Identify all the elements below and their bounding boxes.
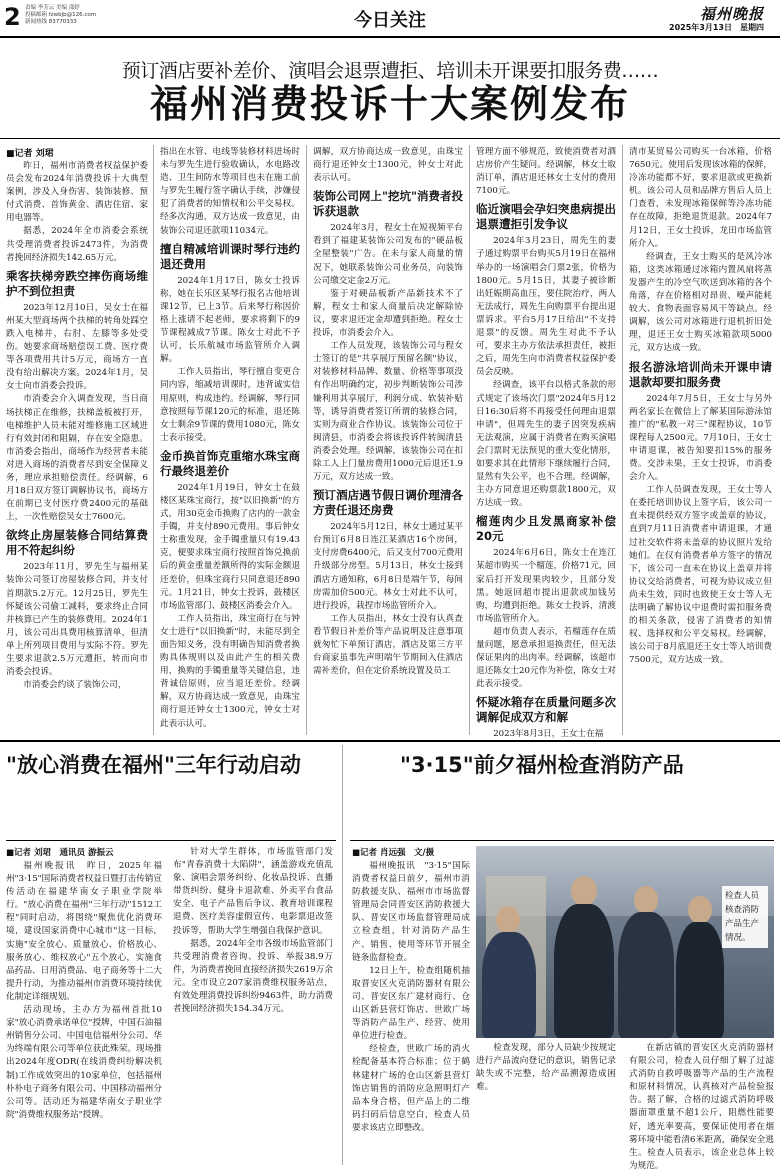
- paragraph: 经调查，该平台以格式条款的形式规定了该场次门票"2024年5月12日16:30后将不再接受任何理由退票申请"，但周先生的妻子因突发疾病无法观演，应属于消费者在购买演唱会门票时无法预见的重大变化情形，如要求其在此情形下继续履行合同，显然有失公平，也不合理。经调解，主办方同意退还购票款1800元，双方达成一致。: [476, 380, 616, 509]
- paragraph: 据悉，2024年全市各级市场监管部门共受理消费者咨询、投诉、举报38.9万件，为消费者挽回直接经济损失2619万余元。全市设立207家消费维权服务站点，有效处理消费投诉纠纷9463件，助力消费者挽回经济损失154.34万元。: [173, 938, 333, 1015]
- article-column-4: [476, 146, 616, 740]
- right-story-col3: [629, 1042, 774, 1171]
- story-title-left: "放心消费在福州"三年行动启动: [6, 753, 301, 777]
- paragraph: 2024年1月17日，陈女士投诉称，她在长乐区某琴行报名古他培训课12节，已上3节。后来琴行称因价格上涨请不起老师，要求将剩下的9节课程减成7节课。陈女士对此不予认可，长乐航城市场监管所介入调解。: [160, 275, 300, 365]
- paragraph: 2024年3月，程女士在短视频平台看到了福建某装饰公司发布的"硬品板全屋整装"广告。在未与家人商量的情况下，她联系装饰公司业务员，向装饰公司缴交定金2万元。: [313, 223, 463, 286]
- article-column-5: [629, 146, 772, 735]
- paragraph: 2024年6月6日，陈女士在连江某超市购买一个榴莲，价格71元，回家后打开发现果肉较少，且部分发黑。她返回超市提出退款或加钱另购，均遭到拒绝。陈女士投诉，清渡市场监管所介入。: [476, 548, 616, 624]
- paragraph: 鉴于对硬品板新产品新技术不了解，程女士和家人商量后决定解除协议，要求退还定金却遭到拒绝。程女士投诉，市消委会介入。: [313, 288, 463, 339]
- person-head: [634, 886, 658, 914]
- paragraph: 12日上午，检查组随机抽取晋安区火克消防器材有限公司、晋安区东广建材商行、仓山区新县营灯饰店、世欧广场等消防产品生产、经营、使用单位进行检查。: [352, 965, 470, 1042]
- paragraph: 经检查，世欧广场的消火栓配备基本符合标准；位于鹤林建材广场的仓山区新县营灯饰店销售的消防应急照明灯产品本身合格，但产品上的二维码扫码后信息空白，检查人员要求该店立即整改。: [352, 1044, 470, 1133]
- main-headline: 福州消费投诉十大案例发布: [149, 82, 630, 126]
- byline-right: ■记者 肖远强 文/摄: [352, 848, 435, 858]
- headline-rule: [0, 138, 780, 139]
- paragraph: 市消委会介入调查发现，当日商场扶梯正在维修，扶梯盖板被打开，电梯维护人员未能对维修施工区域进行有效封闭和阻隔，存在安全隐患。市消委会指出，商场作为经营者未能对进入商场的消费者尽到安全保障义务，理应承担赔偿责任。经调解，6月18日双方签订调解协议书，商场方在前期已支付医疗费2400元的基础上，一次性赔偿吴女士7600元。: [6, 394, 148, 523]
- section-title: 今日关注: [354, 10, 426, 31]
- paragraph: 在新店镇的晋安区火克消防器材有限公司，检查人员仔细了解了过滤式消防自救呼吸器等产品的生产流程和原材料情况，认真核对产品检验报告。据了解，合格的过滤式消防呼吸器面罩重量不超1公斤，阻燃性能要好，透光率要高，要保证使用者在烟雾环境中能看清6米距离，确保安全逃生。检查人员表示，该企业总体上较为规范。: [629, 1043, 774, 1171]
- page-header: [0, 0, 780, 38]
- photo-caption: 检查人员核查消防产品生产情况。: [722, 886, 768, 948]
- person-figure: [554, 904, 614, 1038]
- byline-rule: [350, 840, 774, 841]
- column-divider: [622, 145, 623, 735]
- paragraph: 2024年3月23日，周先生的妻子通过购票平台购买5月19日在福州举办的一场演唱会门票2张，价格为1800元。5月15日，其妻子被诊断出妊娠期高血压，要住院治疗，两人无法成行，周先生向购票平台提出退票诉求。平台5月17日给出"不支持退票"的反馈。周先生对此不予认可，要求主办方依法承担责任，被拒之后，周先生向市消费者权益保护委员会反映。: [476, 236, 616, 378]
- person-head: [571, 876, 597, 906]
- paragraph: 工作人员指出，珠宝商行在与钟女士进行"以旧换新"时，未能尽到全面告知义务，没有明确告知消费者换购具体规则以及由此产生的相关费用，换购的手镯重量等关键信息，违背诚信原则，应当退还差价。经调解，双方协商达成一致意见，由珠宝商行退还钟女士1300元，钟女士对此表示认可。: [160, 613, 300, 729]
- case-heading: 预订酒店遇节假日调价理清各方责任退还房费: [313, 488, 463, 518]
- paragraph: 2024年7月5日，王女士与另外两名家长在微信上了解某国际游泳馆推广的"私教一对三"课程协议，10节课程每人2500元。7月10日，王女士申请退课，被告知要扣15%的服务费。交涉未果，王女士投诉，市消委会介入。: [629, 393, 772, 483]
- paragraph: 2024年1月19日，钟女士在鼓楼区某珠宝商行，按"以旧换新"的方式，用30克金币换购了店内的一款金手镯，并支付890元费用。事后钟女士称重发现，金手镯重量只有19.43克，便要求珠宝商行按照首饰兑换前后的黄金重量差额所得的实际金额退还差价，但珠宝商行只同意退还890元。1月21日，钟女士投诉，鼓楼区市场监管部门、鼓楼区消委会介入。: [160, 482, 300, 611]
- left-story-col2: [173, 846, 333, 1165]
- person-head: [688, 896, 712, 924]
- paragraph: 2023年12月10日，吴女士在福州某大型商场两个扶梯的转角处踩空跌入电梯井，右肘、左膝等多处受伤。她要求商场赔偿误工费、医疗费等各项费用共计5万元，商场方一直没有给出解决方案。2024年1月，吴女士向市消委会投诉。: [6, 302, 148, 392]
- email-line: 投稿邮箱 fzwbjb@126.com: [25, 12, 97, 18]
- page-number: 2: [4, 3, 21, 31]
- person-figure: [676, 922, 724, 1038]
- paragraph: 清市某贸易公司购买一台冰箱，价格7650元。使用后发现该冰箱的保鲜，冷冻功能都不好，要求退款或更换新机。该公司人员和品牌方售后人员上门查看，未发现冰箱保鲜等冷冻功能存在故障，拒绝退货退款。2024年7月12日，王女士投诉，龙田市场监管所介入。: [629, 147, 772, 249]
- case-heading: 怀疑冰箱存在质量问题多次调解促成双方和解: [476, 695, 616, 725]
- article-column-3: [313, 146, 463, 735]
- news-photo: [476, 846, 774, 1038]
- article-column-1: [6, 160, 148, 735]
- byline-left: ■记者 刘珺 通讯员 游振云: [6, 848, 114, 858]
- paragraph: 工作人员指出，琴行擅自变更合同内容，缩减培训课时，违背诚实信用原则，构成违约。经调解，琴行同意按照每节课120元的标准，退还陈女士剩余9节课的费用1080元，陈女士表示接受。: [160, 367, 300, 443]
- byline: ■记者 刘珺: [6, 149, 54, 159]
- header-rule: [0, 36, 780, 38]
- column-divider: [306, 145, 307, 735]
- byline-rule: [6, 840, 336, 841]
- paragraph: 福州晚报讯 "3·15"国际消费者权益日前夕，福州市消防救援支队、福州市市场监督管理局会同晋安区消防救援大队、晋安区市场监督管理局成立检查组，针对消防产品生产、销售、使用等环节开展全链条监督检查。: [352, 861, 470, 963]
- paragraph: 工作人员调查发现，王女士等人在委托培训协议上签字后，该公司一直未提供经双方签字或盖章的协议，直到7月11日消费者申请退课，才通过社交软件将未盖章的协议照片发给她们。在仅有消费者单方签字的情况下，该公司一直未在协议上盖章并将协议交给消费者，可视为协议成立但尚未生效，同时也致使王女士等人无法明确了解协议中退费时需扣服务费的相关条款，侵害了消费者的知情权、选择权和公平交易权。经调解，该公司于8月底退还王女士等人培训费7500元，双方达成一致。: [629, 485, 772, 666]
- section-rule: [0, 740, 780, 742]
- left-story-col1: [6, 860, 162, 1165]
- paragraph: 2024年5月12日，林女士通过某平台预订6月8日连江某酒店16个房间，支付房费6400元，后又支付700元费用升级部分房型。5月13日，林女士接到酒店方通知称，6月8日是端午节，每间房需加价500元。林女士对此不认可，进行投诉，栽捏市场监管所介入。: [313, 522, 463, 611]
- story-title-right: "3·15"前夕福州检查消防产品: [400, 753, 684, 777]
- paragraph: 针对大学生群体，市场监管部门发布"青春消费十大陷阱"，涵盖游戏充值乱象、演唱会票务纠纷、化妆品投诉、直播带货纠纷、健身卡退款难、外卖平台食品安全、电子产品售后争议、教育培训课程退费、医疗美容虚假宣传、电影票退改签投诉等，帮助大学生增强自我保护意识。: [173, 847, 333, 936]
- issue-date: 2025年3月13日 星期四: [669, 23, 764, 32]
- paragraph: 超市负责人表示，若榴莲存在质量问题，愿意承担退换责任，但无法保证果肉的出肉率。经调解，该超市退还陈女士20元作为补偿，陈女士对此表示接受。: [476, 626, 616, 690]
- column-divider: [153, 145, 154, 735]
- right-story-col2: [476, 1042, 616, 1165]
- case-heading: 榴莲肉少且发黑商家补偿20元: [476, 514, 616, 544]
- hotline-line: 新闻热线 83770333: [25, 19, 77, 25]
- paragraph: 指出在水管、电线等装修材料进场时未与罗先生进行验收确认，水电路改造、卫生间防水等项目也未在施工前与罗先生履行签字确认手续，涉嫌侵犯了消费者的知情权和公平交易权。经多次沟通，双方达成一致意见，由装饰公司退还款项11034元。: [160, 147, 300, 236]
- paragraph: 活动现场，主办方为福州首批10家"放心消费承诺单位"授牌，中国石油福州销售分公司、中国电信福州分公司、华为终端有限公司等单位获此殊荣。现场推出2024年度ODR(在线消费纠纷解决机制)工作成效突出的10家单位，包括福州朴朴电子商务有限公司、中国移动福州分公司等。活动还为福建华南女子职业学院"消费维权服务站"授牌。: [6, 1005, 162, 1120]
- paragraph: 昨日，福州市消费者权益保护委员会发布2024年消费投诉十大典型案例，涉及入身伤害、装饰装修、预付式消费、首饰黄金、酒店住宿、家用电器等。: [6, 161, 148, 224]
- column-divider: [469, 145, 470, 735]
- paragraph: 经调查，王女士购买的是风冷冰箱，这类冰箱通过冰箱内置风扇将蒸发器产生的冷空气吹送到冰箱的各个角落，存在价格相对昂贵、噪声能耗较大、食物表面容易风干等缺点。经调解，该公司对冰箱进行退机折旧处理，退还王女士购买冰箱款项5000元，双方达成一致。: [629, 251, 772, 354]
- paragraph: 工作人员发现，该装饰公司与程女士签订的是"共享展厅预留名额"协议，对装修材料品牌、数量、价格等事项没有作出明确约定，初步判断装饰公司涉嫌利用其享展厅，利润分成、软装补贴等，诱导消费者签订所谓的装修合同，实则为商业合作协议。该装饰公司位于闽清县，市消委会将该投诉件转闽清县消委会处理。经调解，该装饰公司在扣除工人上门量房费用1000元后退还1.9万元，双方达成一致。: [313, 341, 463, 483]
- case-heading: 乘客扶梯旁跌空摔伤商场维护不到位担责: [6, 268, 148, 298]
- subheadline: 预订酒店要补差价、演唱会退票遭拒、培训未开课要扣服务费……: [121, 60, 659, 82]
- person-figure: [482, 932, 536, 1038]
- paragraph: 市消委会约谈了装饰公司，: [23, 680, 127, 691]
- paragraph: 2023年8月3日，王女士在福: [493, 729, 604, 740]
- person-head: [496, 906, 520, 934]
- paragraph: 工作人员指出，林女士没有认真查看节假日补差价等产品说明及注意事项就匆忙下单预订酒店，酒店及第三方平台商家虽事先声明端午节期间入住酒店需补差价，但在定价系统设置及员工: [313, 613, 463, 677]
- paragraph: 2023年11月，罗先生与福州某装饰公司签订房屋装修合同，并支付首期款5.2万元。12月25日，罗先生怀疑该公司偷工减料，要求终止合同并核算已产生的装修费用。2024年1月，该公司出具费用核算清单，但清单上所列项目费用与实际不符。罗先生要求退款2.5万元遭拒，转而向市消委会投诉。: [6, 562, 148, 678]
- paragraph: 检查发现，部分人员缺少按规定进行产品流向登记的意识，销售记录缺失或不完整，给产品溯源造成困难。: [476, 1043, 616, 1093]
- paragraph: 据悉，2024年全市消委会系统共受理消费者投诉2473件，为消费者挽回经济损失142.65万元。: [6, 226, 148, 263]
- article-column-2: [160, 146, 300, 735]
- paragraph: 福州晚报讯 昨日，2025年福州"3·15"国际消费者权益日暨打击传销宣传活动在福建华南女子职业学院举行。"放心消费在福州"三年行动"1512工程"同时启动，将围绕"聚焦优化消费环境，建设国家消费中心城市"这一目标，实施"安全放心、质量放心、价格放心、服务放心、维权放心"五个放心，实施食品药品、日用消费品、电子商务等十二大提升行动，为推动福州市消费环境持续优化制定详细规划。: [6, 861, 162, 1002]
- case-heading: 报名游泳培训尚未开课申请退款却要扣服务费: [629, 359, 772, 389]
- person-figure: [618, 912, 674, 1038]
- right-story-col1: [352, 860, 470, 1165]
- case-heading: 擅自精减培训课时琴行违约退还费用: [160, 241, 300, 271]
- editor-line: 责编 李芳云 美编 邵婷: [25, 5, 80, 11]
- case-heading: 欲终止房屋装修合同结算费用不符起纠纷: [6, 528, 148, 558]
- case-heading: 临近演唱会孕妇突患病提出退票遭拒引发争议: [476, 202, 616, 232]
- column-divider: [342, 745, 343, 1165]
- case-heading: 装饰公司网上"挖坑"消费者投诉获退款: [313, 189, 463, 219]
- newspaper-logo: 福州晚报: [699, 5, 764, 23]
- paragraph: 调解，双方协商达成一致意见，由珠宝商行退还钟女士1300元，钟女士对此表示认可。: [313, 147, 463, 184]
- paragraph: 管理方面不够规范，致使消费者对酒店房价产生疑问。经调解，林女士取消订单，酒店退还林女士支付的费用7100元。: [476, 147, 616, 197]
- case-heading: 金币换首饰克重缩水珠宝商行最终退差价: [160, 448, 300, 478]
